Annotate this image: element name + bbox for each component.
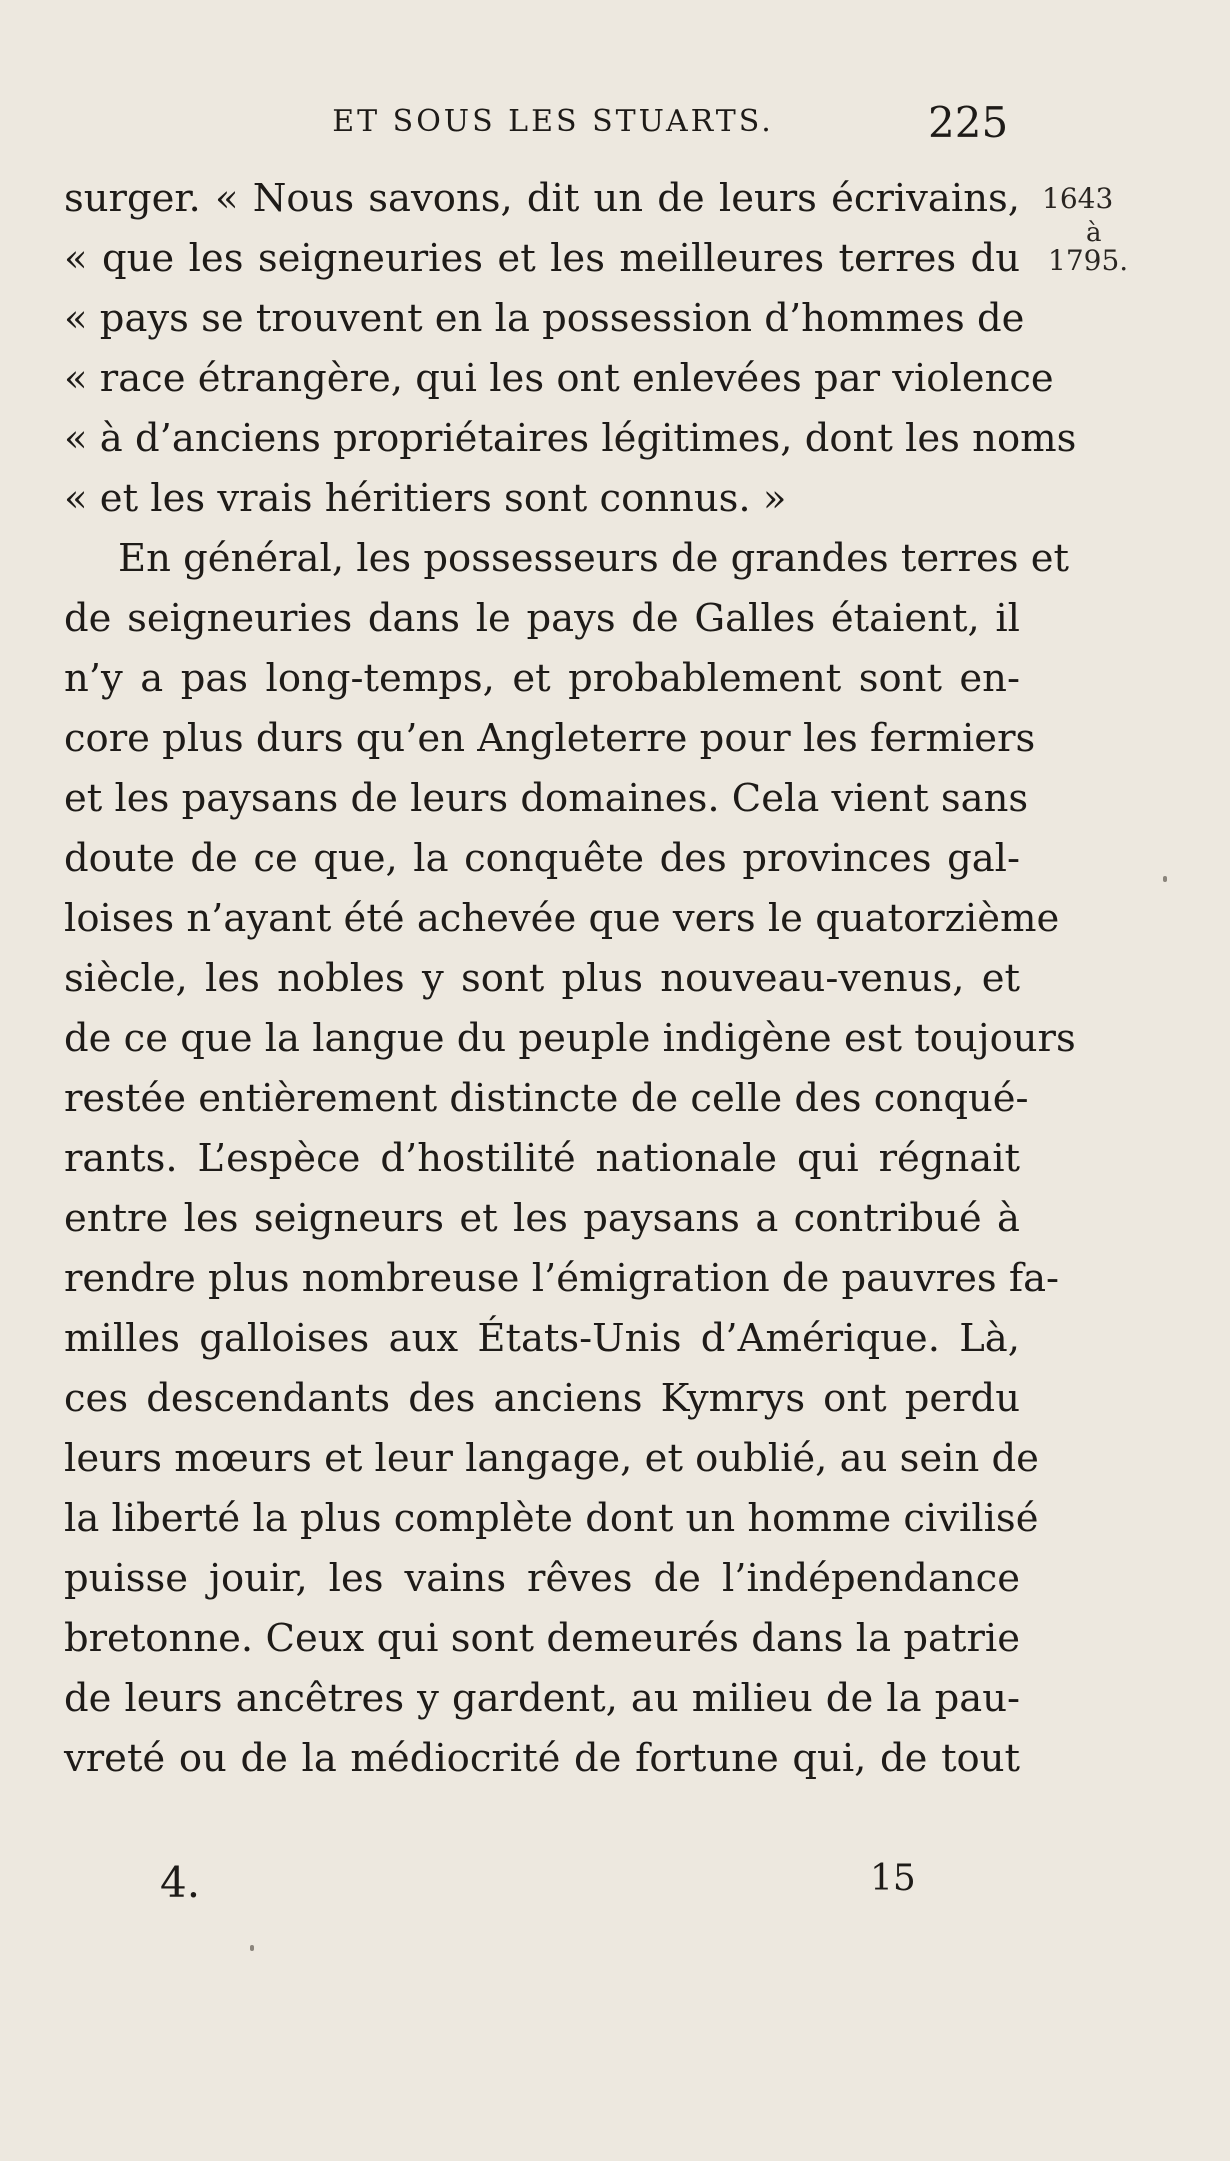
body-line: loises n’ayant été achevée que vers le quatorzième (64, 896, 1060, 941)
paper-speck (250, 1945, 254, 1951)
body-line: restée entièrement distincte de celle des conqué- (64, 1076, 1029, 1121)
running-title: ET SOUS LES STUARTS. (332, 104, 774, 139)
body-line: « et les vrais héritiers sont connus. » (64, 476, 787, 521)
body-line: bretonne. Ceux qui sont demeurés dans la patrie (64, 1616, 1020, 1661)
body-line: la liberté la plus complète dont un homme civilisé (64, 1496, 1039, 1541)
body-line: core plus durs qu’en Angleterre pour les fermiers (64, 716, 1036, 761)
body-line: doute de ce que, la conquête des provinces gal- (64, 836, 1020, 881)
body-line: milles galloises aux États-Unis d’Amérique. Là, (64, 1316, 1020, 1361)
body-line: « pays se trouvent en la possession d’hommes de (64, 296, 1025, 341)
signature-mark: 4. (160, 1858, 201, 1907)
signature-number: 15 (870, 1858, 916, 1899)
body-line: puisse jouir, les vains rêves de l’indépendance (64, 1556, 1020, 1601)
body-line: et les paysans de leurs domaines. Cela vient sans (64, 776, 1029, 821)
body-line: de ce que la langue du peuple indigène est toujours (64, 1016, 1076, 1061)
body-line: rendre plus nombreuse l’émigration de pauvres fa- (64, 1256, 1060, 1301)
body-line: « à d’anciens propriétaires légitimes, dont les noms (64, 416, 1077, 461)
body-line: de seigneuries dans le pays de Galles étaient, il (64, 596, 1020, 641)
body-line: rants. L’espèce d’hostilité nationale qui régnait (64, 1136, 1020, 1181)
body-line: « race étrangère, qui les ont enlevées par violence (64, 356, 1054, 401)
body-line: de leurs ancêtres y gardent, au milieu de la pau- (64, 1676, 1020, 1721)
body-line: En général, les possesseurs de grandes terres et (118, 536, 1069, 581)
margin-note-from-year: 1643 (1042, 182, 1114, 215)
paper-speck (1163, 876, 1167, 882)
body-line: entre les seigneurs et les paysans a contribué à (64, 1196, 1020, 1241)
page-number: 225 (928, 98, 1009, 147)
body-line: surger. « Nous savons, dit un de leurs écrivains, (64, 176, 1020, 221)
body-line: leurs mœurs et leur langage, et oublié, au sein de (64, 1436, 1039, 1481)
body-line: n’y a pas long-temps, et probablement sont en- (64, 656, 1020, 701)
body-line: siècle, les nobles y sont plus nouveau-venus, et (64, 956, 1020, 1001)
body-line: ces descendants des anciens Kymrys ont perdu (64, 1376, 1020, 1421)
margin-note-separator: à (1086, 218, 1102, 248)
body-line: « que les seigneuries et les meilleures terres du (64, 236, 1020, 281)
margin-note-to-year: 1795. (1048, 244, 1129, 277)
body-line: vreté ou de la médiocrité de fortune qui, de tout (64, 1736, 1020, 1781)
